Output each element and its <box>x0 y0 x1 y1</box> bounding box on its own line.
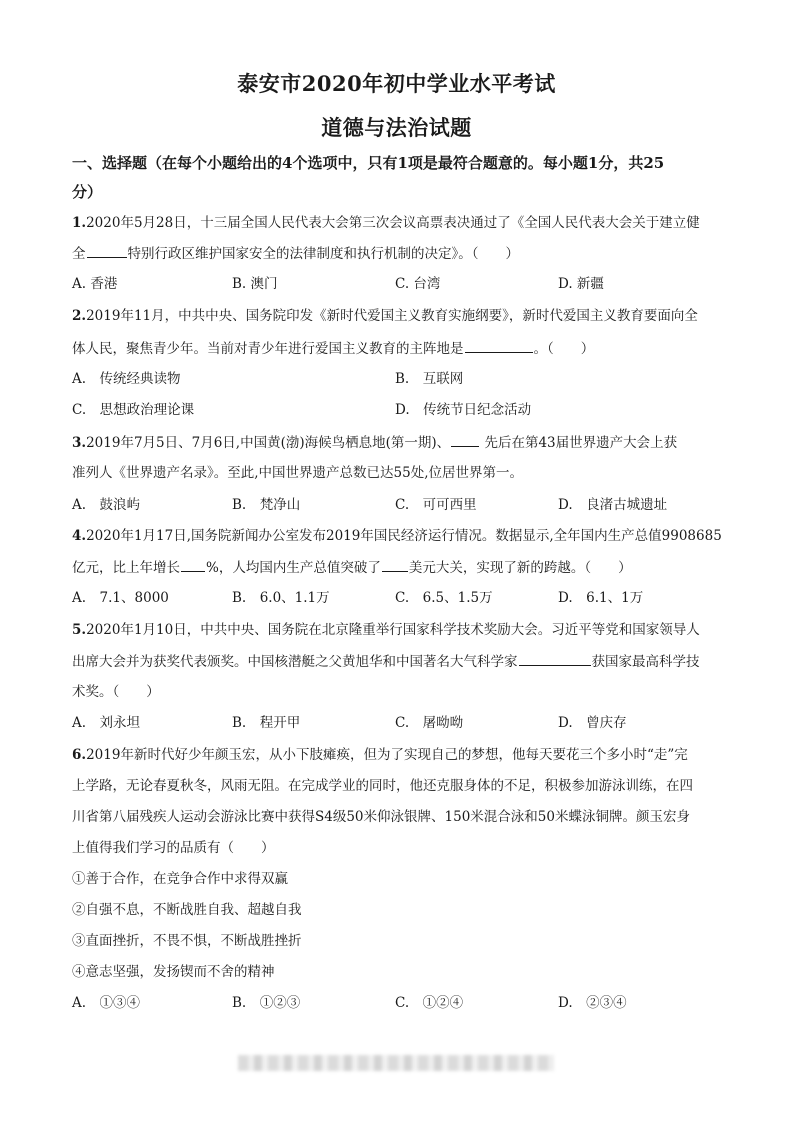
question-4-number: 4. <box>72 528 87 544</box>
answer-blank <box>87 243 127 258</box>
question-6-item-4: ④意志坚强，发扬锲而不舍的精神 <box>72 964 275 980</box>
option-d: D. 传统节日纪念活动 <box>395 402 532 418</box>
question-5-line3: 术奖。（ ） <box>72 684 160 700</box>
question-5-line2 <box>72 651 732 672</box>
option-b: B. 梵净山 <box>232 497 301 513</box>
question-1-options <box>72 274 732 294</box>
question-2-line1 <box>72 306 732 326</box>
question-6-line4: 上值得我们学习的品质有（ ） <box>72 840 275 856</box>
question-4-options <box>72 588 732 608</box>
question-6-number: 6. <box>72 747 87 763</box>
question-5-options <box>72 713 732 733</box>
question-6-text: 2019年新时代好少年颜玉宏，从小下肢瘫痪，但为了实现自己的梦想，他每天要花三个多小时“走”完 <box>86 747 688 763</box>
option-d: D. 良渚古城遗址 <box>558 497 668 513</box>
option-c: C. 思想政治理论课 <box>72 402 195 418</box>
blurred-footer-watermark <box>238 1055 554 1071</box>
option-b: B. 澳门 <box>232 276 278 292</box>
question-6-line3: 川省第八届残疾人运动会游泳比赛中获得S4级50米仰泳银牌、150米混合泳和50米蝶泳铜牌。颜玉宏身 <box>72 809 690 825</box>
question-6-line1 <box>72 745 732 765</box>
section-heading <box>72 149 727 207</box>
option-a: A. 传统经典读物 <box>72 371 181 387</box>
question-4-text: 亿元，比上年增长 <box>72 560 180 576</box>
option-d: D. 曾庆存 <box>558 715 627 731</box>
question-2-text: 。（ ） <box>533 341 595 357</box>
answer-blank <box>519 651 591 666</box>
question-3-text: 先后在第43届世界遗产大会上获 <box>484 435 678 451</box>
question-2-options-row2 <box>72 400 732 420</box>
question-5-text: 获国家最高科学技 <box>591 654 700 670</box>
question-2-number: 2. <box>72 308 87 324</box>
answer-blank <box>382 557 408 572</box>
question-3-options <box>72 495 732 515</box>
question-6-line2: 上学路，无论春夏秋冬，风雨无阻。在完成学业的同时，他还克服身体的不足，积极参加游泳训练，在四 <box>72 778 693 794</box>
question-2-text: 体人民，聚焦青少年。当前对青少年进行爱国主义教育的主阵地是 <box>72 341 464 357</box>
answer-blank <box>465 338 533 353</box>
exam-subtitle: 道德与法治试题 <box>321 115 472 140</box>
option-c: C. 台湾 <box>395 276 441 292</box>
section-heading-line1: 一、选择题（在每个小题给出的4个选项中，只有1项是最符合题意的。每小题1分，共25 <box>72 154 665 172</box>
question-4-line2 <box>72 557 732 578</box>
question-5-text: 2020年1月10日，中共中央、国务院在北京隆重举行国家科学技术奖励大会。习近平等党和国家领导人 <box>86 622 700 638</box>
question-1-text: 全 <box>72 246 86 262</box>
question-4-text: 美元大关，实现了新的跨越。（ ） <box>408 560 632 576</box>
option-a: A. 刘永坦 <box>72 715 141 731</box>
option-c: C. 可可西里 <box>395 497 477 513</box>
section-heading-line2: 分） <box>72 183 103 201</box>
question-2-line2 <box>72 338 732 359</box>
question-2-text: 2019年11月，中共中央、国务院印发《新时代爱国主义教育实施纲要》，新时代爱国主义教育要面向全 <box>86 308 698 324</box>
question-6-item-1: ①善于合作，在竞争合作中求得双赢 <box>72 871 288 887</box>
option-c: C. 屠呦呦 <box>395 715 464 731</box>
question-1-number: 1. <box>72 215 87 231</box>
answer-blank <box>181 557 205 572</box>
question-4-line1 <box>72 526 732 546</box>
question-3-line1 <box>72 432 732 453</box>
answer-blank <box>451 432 479 447</box>
question-6-options <box>72 993 732 1013</box>
option-c: C. ①②④ <box>395 995 464 1011</box>
option-a: A. 7.1、8000 <box>72 590 169 606</box>
question-1-text: 2020年5月28日，十三届全国人民代表大会第三次会议高票表决通过了《全国人民代表大会关于建立健 <box>86 215 700 231</box>
question-3-line2: 准列人《世界遗产名录》。至此,中国世界遗产总数已达55处,位居世界第一。 <box>72 465 524 481</box>
option-a: A. 鼓浪屿 <box>72 497 141 513</box>
question-1-text: 特别行政区维护国家安全的法律制度和执行机制的决定》。（ ） <box>127 246 519 262</box>
question-2-options-row1 <box>72 369 732 389</box>
question-6-item-2: ②自强不息，不断战胜自我、超越自我 <box>72 902 302 918</box>
option-b: B. 互联网 <box>395 371 464 387</box>
question-4-text: 2020年1月17日,国务院新闻办公室发布2019年国民经济运行情况。数据显示,全年国内生产总值9908685 <box>86 528 722 544</box>
question-1-line2 <box>72 243 732 264</box>
option-b: B. 6.0、1.1万 <box>232 590 330 606</box>
option-a: A. ①③④ <box>72 995 141 1011</box>
question-5-number: 5. <box>72 622 87 638</box>
option-d: D. ②③④ <box>558 995 627 1011</box>
question-5-text: 出席大会并为获奖代表颁奖。中国核潜艇之父黄旭华和中国著名大气科学家 <box>72 654 518 670</box>
option-b: B. 程开甲 <box>232 715 301 731</box>
question-6-item-3: ③直面挫折，不畏不惧，不断战胜挫折 <box>72 933 302 949</box>
question-3-text: 2019年7月5日、7月6日,中国黄(渤)海候鸟栖息地(第一期)、 <box>86 435 451 451</box>
question-3-number: 3. <box>72 435 87 451</box>
option-d: D. 新疆 <box>558 276 604 292</box>
question-4-text: %，人均国内生产总值突破了 <box>206 560 381 576</box>
option-b: B. ①②③ <box>232 995 301 1011</box>
question-1-line1 <box>72 213 732 233</box>
question-5-line1 <box>72 620 732 640</box>
option-d: D. 6.1、1万 <box>558 590 644 606</box>
option-c: C. 6.5、1.5万 <box>395 590 493 606</box>
exam-title: 泰安市2020年初中学业水平考试 <box>237 71 556 96</box>
option-a: A. 香港 <box>72 276 118 292</box>
